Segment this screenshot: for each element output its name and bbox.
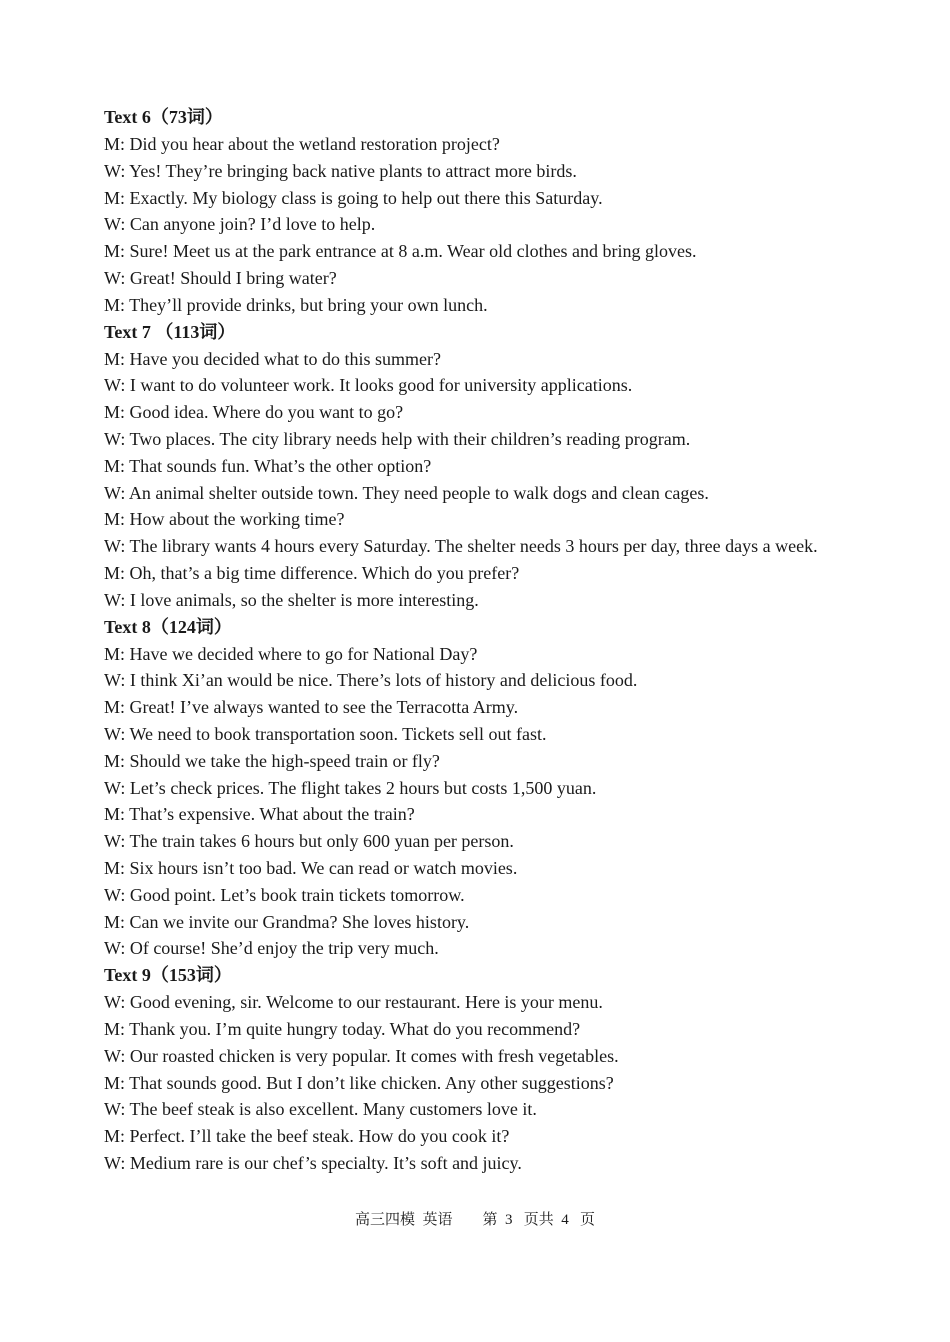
dialogue-line: M: Exactly. My biology class is going to help out there this Saturday. <box>104 187 603 208</box>
dialogue-line: M: Sure! Meet us at the park entrance at 8 a.m. Wear old clothes and bring gloves. <box>104 241 697 262</box>
dialogue-line: W: Let’s check prices. The flight takes 2 hours but costs 1,500 yuan. <box>104 777 597 798</box>
dialogue-line: M: Should we take the high-speed train or fly? <box>104 750 440 771</box>
dialogue-line: W: I want to do volunteer work. It looks good for university applications. <box>104 375 633 396</box>
dialogue-line: M: Oh, that’s a big time difference. Which do you prefer? <box>104 562 520 583</box>
dialogue-line: M: They’ll provide drinks, but bring your own lunch. <box>104 294 488 315</box>
dialogue-section <box>104 319 848 614</box>
dialogue-line: M: That’s expensive. What about the train? <box>104 804 415 825</box>
dialogue-section <box>104 962 848 1177</box>
dialogue-line: M: Can we invite our Grandma? She loves history. <box>104 911 470 932</box>
dialogue-line: M: That sounds good. But I don’t like chicken. Any other suggestions? <box>104 1072 614 1093</box>
dialogue-line: W: Two places. The city library needs help with their children’s reading program. <box>104 428 691 449</box>
dialogue-line: W: I think Xi’an would be nice. There’s lots of history and delicious food. <box>104 670 638 691</box>
dialogue-line: W: Yes! They’re bringing back native plants to attract more birds. <box>104 160 577 181</box>
section-heading: Text 6（73词） <box>104 107 223 127</box>
section-heading: Text 7 （113词） <box>104 321 236 342</box>
dialogue-line: M: Good idea. Where do you want to go? <box>104 402 404 423</box>
dialogue-line: M: Did you hear about the wetland restoration project? <box>104 134 500 154</box>
page-footer: 高三四模 英语 第 3 页共 4 页 <box>354 1212 595 1228</box>
dialogue-line: W: Of course! She’d enjoy the trip very much. <box>104 938 439 959</box>
dialogue-line: W: Great! Should I bring water? <box>104 267 337 288</box>
dialogue-line: M: Perfect. I’ll take the beef steak. How do you cook it? <box>104 1126 510 1147</box>
dialogue-section <box>104 614 848 963</box>
dialogue-line: M: Have we decided where to go for National Day? <box>104 643 478 664</box>
dialogue-line: W: Our roasted chicken is very popular. It comes with fresh vegetables. <box>104 1045 619 1066</box>
dialogue-line: W: Good point. Let’s book train tickets tomorrow. <box>104 884 465 905</box>
dialogue-line: W: Can anyone join? I’d love to help. <box>104 214 376 235</box>
dialogue-section <box>104 104 848 319</box>
dialogue-line: M: Six hours isn’t too bad. We can read or watch movies. <box>104 857 518 878</box>
dialogue-line: W: The train takes 6 hours but only 600 yuan per person. <box>104 831 514 852</box>
dialogue-line: W: An animal shelter outside town. They need people to walk dogs and clean cages. <box>104 482 709 503</box>
dialogue-line: W: Good evening, sir. Welcome to our restaurant. Here is your menu. <box>104 992 603 1013</box>
dialogue-line: W: We need to book transportation soon. Tickets sell out fast. <box>104 723 547 744</box>
dialogue-line: M: Have you decided what to do this summer? <box>104 348 441 369</box>
section-heading: Text 8（124词） <box>104 616 232 637</box>
document-page <box>104 104 848 1177</box>
dialogue-line: M: How about the working time? <box>104 509 345 530</box>
dialogue-line: W: Medium rare is our chef’s specialty. It’s soft and juicy. <box>104 1152 522 1173</box>
section-heading: Text 9（153词） <box>104 965 232 986</box>
dialogue-line: M: Great! I’ve always wanted to see the Terracotta Army. <box>104 697 519 718</box>
dialogue-line: M: Thank you. I’m quite hungry today. What do you recommend? <box>104 1018 581 1039</box>
dialogue-line: W: The library wants 4 hours every Saturday. The shelter needs 3 hours per day, three days a week. <box>104 536 818 557</box>
dialogue-line: W: The beef steak is also excellent. Many customers love it. <box>104 1099 537 1120</box>
dialogue-line: M: That sounds fun. What’s the other option? <box>104 455 432 476</box>
dialogue-line: W: I love animals, so the shelter is more interesting. <box>104 589 479 610</box>
